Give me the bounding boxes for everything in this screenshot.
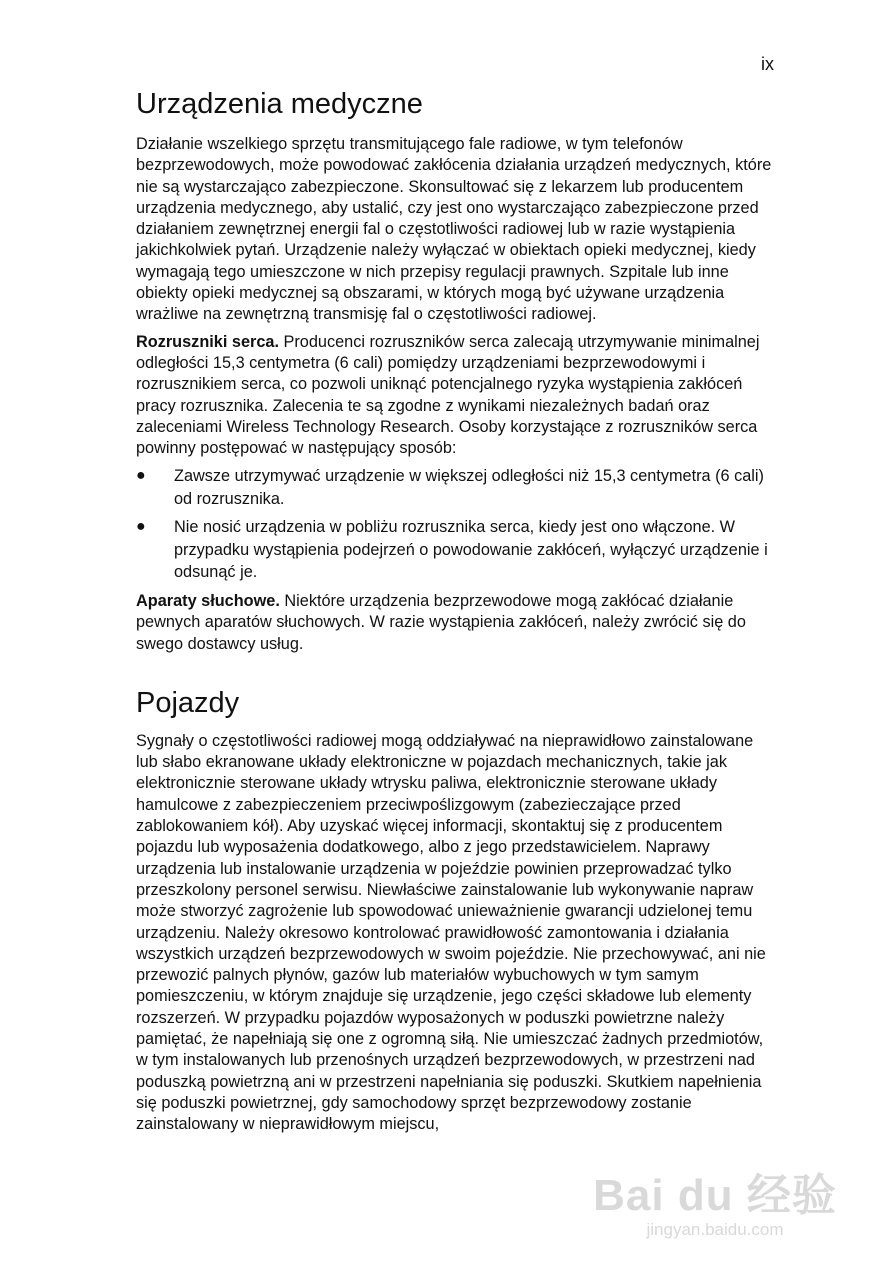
list-item-text: Zawsze utrzymywać urządzenie w większej odległości niż 15,3 centymetra (6 cali) od rozrusznika. — [174, 467, 764, 508]
pacemakers-text: Producenci rozruszników serca zalecają utrzymywanie minimalnej odległości 15,3 centymetra (6 cali) pomiędzy urządzeniami bezprzewodowymi i rozrusznikiem serca, co pozwoli uniknąć potencjalnego ryzyka wystąpienia zakłóceń pracy rozrusznika. Zalecenia te są zgodne z wynikami niezależnych badań oraz zaleceniami Wireless Technology Research. Osoby korzystające z rozruszników serca powinny postępować w następujący sposób: — [136, 332, 760, 458]
bullet-icon: ● — [136, 518, 146, 536]
page-number: ix — [761, 54, 774, 74]
pacemakers-paragraph — [136, 332, 776, 460]
hearing-aids-text: Niektóre urządzenia bezprzewodowe mogą zakłócać działanie pewnych aparatów słuchowych. W razie wystąpienia zakłóceń, należy zwrócić się do swego dostawcy usług. — [136, 591, 746, 653]
medical-intro-paragraph: Działanie wszelkiego sprzętu transmitującego fale radiowe, w tym telefonów bezprzewodowych, może powodować zakłócenia działania urządzeń medycznych, które nie są wystarczająco zabezpieczone. Skonsultować się z lekarzem lub producentem urządzenia medycznego, aby ustalić, czy jest ono wystarczająco zabezpieczone przed działaniem zewnętrznej energii fal o częstotliwości radiowej lub w razie wystąpienia jakichkolwiek pytań. Urządzenie należy wyłączać w obiektach opieki medycznej, kiedy wymagają tego umieszczone w nich przepisy regulacji prawnych. Szpitale lub inne obiekty opieki medycznej są obszarami, w których mogą być używane urządzenia wrażliwe na zewnętrzną transmisję fal o częstotliwości radiowej. — [136, 135, 772, 324]
section-title-medical: Urządzenia medyczne — [136, 88, 423, 120]
list-item-text: Nie nosić urządzenia w pobliżu rozrusznika serca, kiedy jest ono włączone. W przypadku wystąpienia podejrzeń o powodowanie zakłóceń, wyłączyć urządzenie i odsunąć je. — [174, 518, 768, 582]
watermark-url: jingyan.baidu.com — [646, 1220, 784, 1239]
list-item — [136, 465, 776, 510]
hearing-aids-paragraph — [136, 591, 776, 655]
baidu-jingyan-watermark — [590, 1172, 840, 1252]
vehicles-paragraph: Sygnały o częstotliwości radiowej mogą oddziaływać na nieprawidłowo zainstalowane lub słabo ekranowane układy elektroniczne w pojazdach mechanicznych, takie jak elektronicznie sterowane układy wtrysku paliwa, elektronicznie sterowane układy hamulcowe z zabezpieczeniem przeciwpoślizgowym (zabezieczające przed zablokowaniem kół). Aby uzyskać więcej informacji, skontaktuj się z producentem pojazdu lub wyposażenia dodatkowego, albo z jego przedstawicielem. Naprawy urządzenia lub instalowanie urządzenia w pojeździe powinien przeprowadzać tylko przeszkolony personel serwisu. Niewłaściwe zainstalowanie lub wykonywanie napraw może stworzyć zagrożenie lub spowodować unieważnienie gwarancji udzielonej temu urządzeniu. Należy okresowo kontrolować prawidłowość zamontowania i działania wszystkich urządzeń bezprzewodowych w swoim pojeździe. Nie przechowywać, ani nie przewozić palnych płynów, gazów lub materiałów wybuchowych w tym samym pomieszczeniu, w którym znajduje się urządzenie, jego części składowe lub elementy rozszerzeń. W przypadku pojazdów wyposażonych w poduszki powietrzne należy pamiętać, że napełniają się one z ogromną siłą. Nie umieszczać żadnych przedmiotów, w tym instalowanych lub przenośnych urządzeń bezprzewodowych, w przestrzeni nad poduszką powietrzną ani w przestrzeni napełniania się poduszki. Skutkiem napełnienia się poduszki powietrznej, gdy samochodowy sprzęt bezprzewodowy zostanie zainstalowany w nieprawidłowym miejscu, — [136, 731, 766, 1134]
watermark-logo: Bai du 经验 — [593, 1171, 837, 1220]
hearing-aids-label: Aparaty słuchowe. — [136, 591, 280, 610]
pacemaker-guidelines-list — [136, 465, 776, 584]
pacemakers-label: Rozruszniki serca. — [136, 332, 279, 351]
document-body — [136, 86, 776, 1141]
list-item — [136, 516, 776, 584]
bullet-icon: ● — [136, 467, 146, 485]
section-title-vehicles: Pojazdy — [136, 686, 240, 719]
